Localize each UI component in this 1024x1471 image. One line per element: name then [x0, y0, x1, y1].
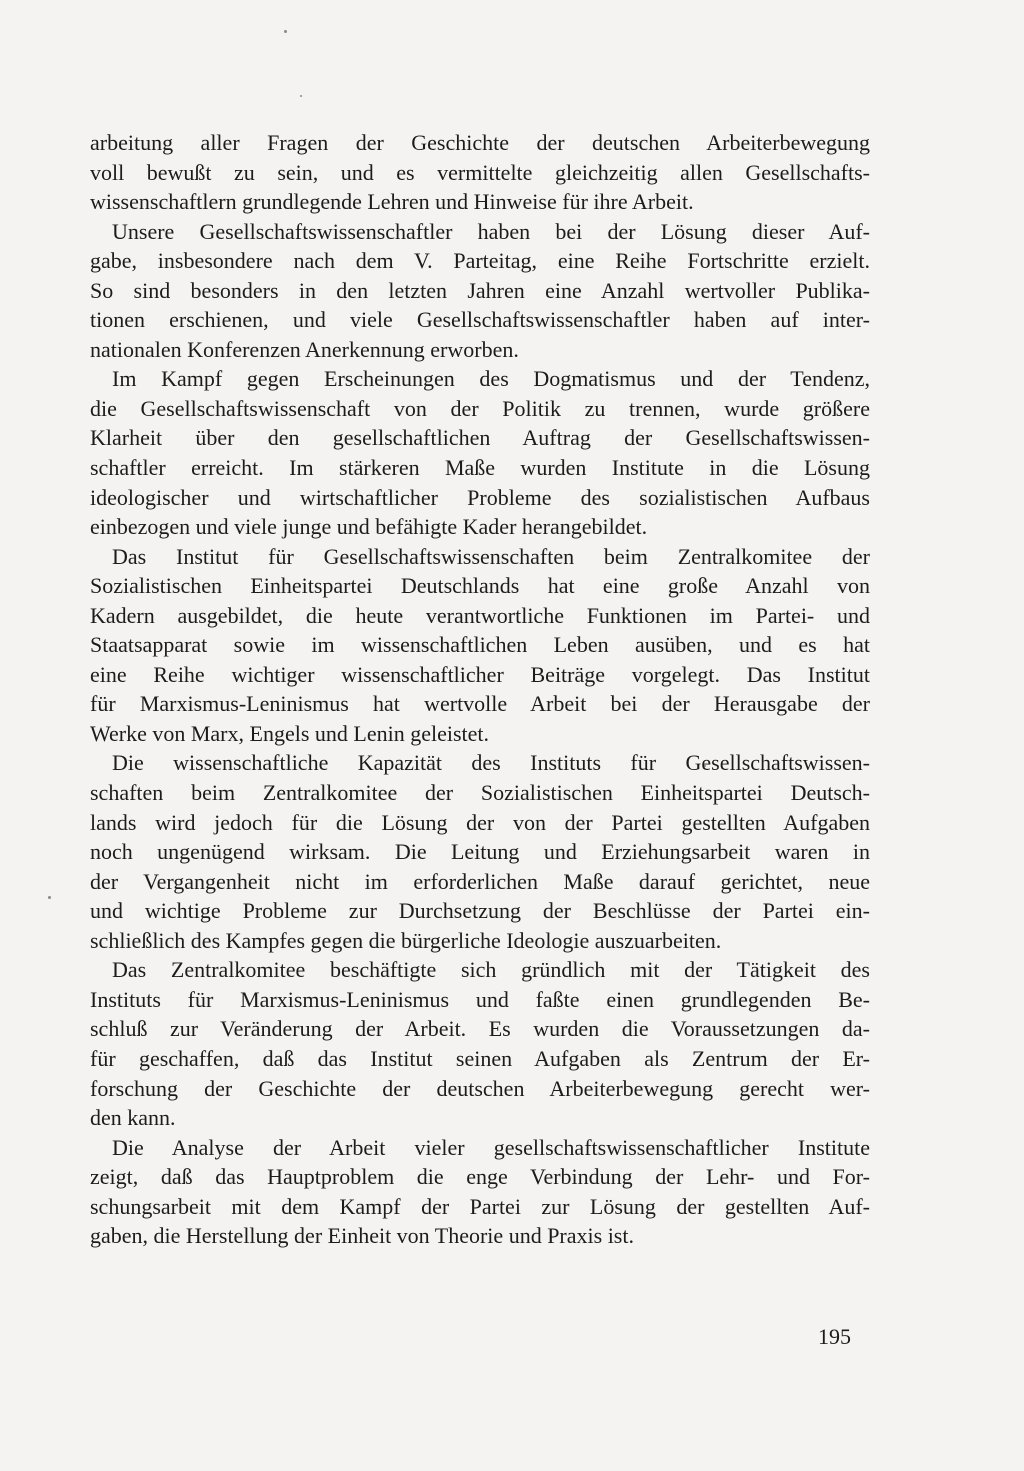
text-line: zeigt, daß das Hauptproblem die enge Verbindung der Lehr- und For-	[90, 1164, 870, 1190]
text-line: Unsere Gesellschaftswissenschaftler haben bei der Lösung dieser Auf-	[112, 218, 870, 244]
paper-speck	[300, 95, 302, 97]
text-line: lands wird jedoch für die Lösung der von der Partei gestellten Aufgaben	[90, 809, 870, 835]
text-line: schließlich des Kampfes gegen die bürgerliche Ideologie auszuarbeiten.	[90, 927, 722, 953]
text-line: Das Institut für Gesellschaftswissenschaften beim Zentralkomitee der	[112, 543, 870, 569]
text-line: den kann.	[90, 1105, 176, 1131]
body-text	[90, 128, 870, 1251]
text-line: schaftler erreicht. Im stärkeren Maße wurden Institute in die Lösung	[90, 455, 870, 481]
text-line: Die wissenschaftliche Kapazität des Instituts für Gesellschaftswissen-	[112, 750, 870, 776]
text-line: Klarheit über den gesellschaftlichen Auftrag der Gesellschaftswissen-	[90, 425, 870, 451]
text-line: Das Zentralkomitee beschäftigte sich gründlich mit der Tätigkeit des	[112, 957, 870, 983]
text-line: Staatsapparat sowie im wissenschaftlichen Leben ausüben, und es hat	[90, 632, 870, 658]
text-line: wissenschaftlern grundlegende Lehren und Hinweise für ihre Arbeit.	[90, 189, 694, 215]
text-line: gabe, insbesondere nach dem V. Parteitag, eine Reihe Fortschritte erzielt.	[90, 248, 870, 274]
text-line: schluß zur Veränderung der Arbeit. Es wurden die Voraussetzungen da-	[90, 1016, 870, 1042]
text-line: schaften beim Zentralkomitee der Sozialistischen Einheitspartei Deutsch-	[90, 780, 870, 806]
text-line: nationalen Konferenzen Anerkennung erworben.	[90, 336, 519, 362]
text-line: für Marxismus-Leninismus hat wertvolle Arbeit bei der Herausgabe der	[90, 691, 870, 717]
text-line: und wichtige Probleme zur Durchsetzung der Beschlüsse der Partei ein-	[90, 898, 870, 924]
text-line: noch ungenügend wirksam. Die Leitung und Erziehungsarbeit waren in	[90, 839, 870, 865]
text-line: Sozialistischen Einheitspartei Deutschlands hat eine große Anzahl von	[90, 573, 870, 599]
text-line: Werke von Marx, Engels und Lenin geleistet.	[90, 720, 490, 746]
text-line: Im Kampf gegen Erscheinungen des Dogmatismus und der Tendenz,	[112, 366, 870, 392]
text-line: gaben, die Herstellung der Einheit von Theorie und Praxis ist.	[90, 1223, 634, 1249]
page-number: 195	[818, 1324, 851, 1349]
text-line: eine Reihe wichtiger wissenschaftlicher Beiträge vorgelegt. Das Institut	[90, 661, 870, 687]
text-line: für geschaffen, daß das Institut seinen Aufgaben als Zentrum der Er-	[90, 1045, 870, 1071]
text-line: Instituts für Marxismus-Leninismus und faßte einen grundlegenden Be-	[90, 986, 870, 1012]
paper-speck	[48, 896, 51, 899]
text-line: der Vergangenheit nicht im erforderlichen Maße darauf gerichtet, neue	[90, 868, 870, 894]
text-line: tionen erschienen, und viele Gesellschaftswissenschaftler haben auf inter-	[90, 307, 870, 333]
text-line: forschung der Geschichte der deutschen Arbeiterbewegung gerecht wer-	[90, 1075, 870, 1101]
text-line: Die Analyse der Arbeit vieler gesellschaftswissenschaftlicher Institute	[112, 1134, 870, 1160]
text-line: voll bewußt zu sein, und es vermittelte gleichzeitig allen Gesellschafts-	[90, 159, 870, 185]
text-line: einbezogen und viele junge und befähigte Kader herangebildet.	[90, 514, 648, 540]
text-line: So sind besonders in den letzten Jahren eine Anzahl wertvoller Publika-	[90, 277, 870, 303]
paper-speck	[284, 30, 287, 33]
text-line: Kadern ausgebildet, die heute verantwortliche Funktionen im Partei- und	[90, 602, 870, 628]
text-line: ideologischer und wirtschaftlicher Probleme des sozialistischen Aufbaus	[90, 484, 870, 510]
text-line: arbeitung aller Fragen der Geschichte der deutschen Arbeiterbewegung	[90, 130, 870, 155]
text-line: schungsarbeit mit dem Kampf der Partei zur Lösung der gestellten Auf-	[90, 1193, 870, 1219]
text-line: die Gesellschaftswissenschaft von der Politik zu trennen, wurde größere	[90, 395, 870, 421]
